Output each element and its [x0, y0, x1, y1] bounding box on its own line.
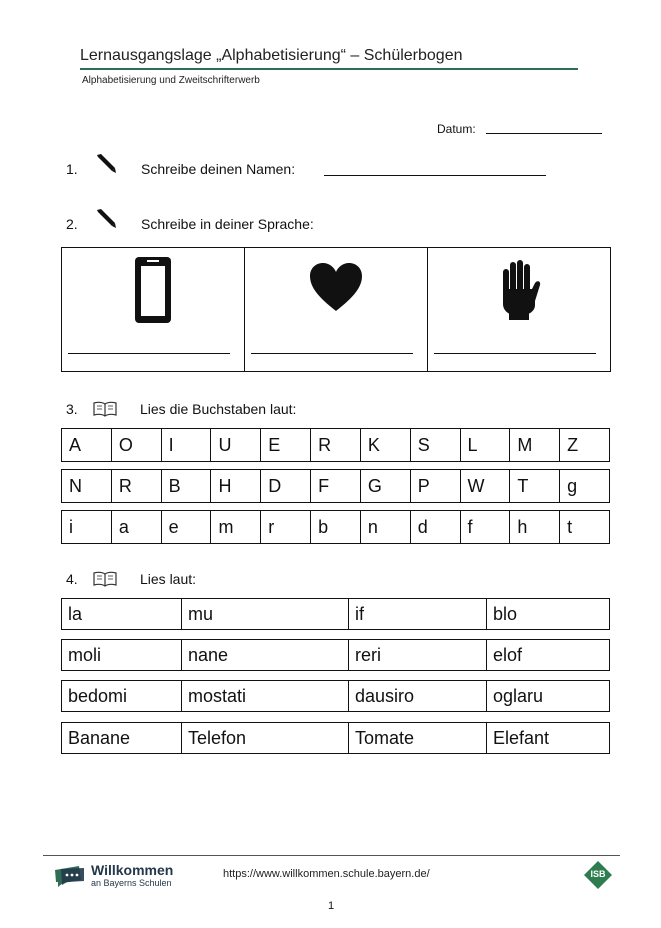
page-title: Lernausgangslage „Alphabetisierung“ – Schülerbogen — [80, 47, 463, 64]
letter-cell: T — [510, 470, 560, 502]
letter-cell: r — [261, 511, 311, 543]
word-row-4 — [61, 722, 610, 754]
name-field[interactable] — [324, 175, 546, 176]
letter-cell: f — [461, 511, 511, 543]
letter-row-2 — [61, 469, 610, 503]
letter-cell: U — [211, 429, 261, 461]
letter-cell: O — [112, 429, 162, 461]
answer-line-phone[interactable] — [68, 353, 230, 354]
task-4-number: 4. — [66, 571, 78, 587]
letter-cell: M — [510, 429, 560, 461]
letter-cell: D — [261, 470, 311, 502]
word-cell: Tomate — [349, 723, 487, 753]
footer-divider — [43, 855, 620, 856]
letter-cell: t — [567, 517, 573, 537]
word-cell: oglaru — [493, 686, 544, 706]
word-row-1 — [61, 598, 610, 630]
picture-cell-heart — [245, 248, 428, 371]
isb-logo — [583, 860, 613, 895]
letter-cell: R — [311, 429, 361, 461]
heart-icon — [308, 261, 364, 313]
task-1-prompt: Schreibe deinen Namen: — [141, 161, 296, 177]
isb-label: ISB — [590, 869, 606, 879]
logo-title: Willkommen — [91, 862, 174, 878]
word-cell: if — [349, 599, 487, 629]
word-cell: elof — [493, 645, 523, 665]
letter-cell: R — [112, 470, 162, 502]
task-1-number: 1. — [66, 161, 78, 177]
word-cell: Elefant — [493, 728, 550, 748]
letter-cell: e — [162, 511, 212, 543]
letter-cell: N — [62, 470, 112, 502]
letter-cell: S — [411, 429, 461, 461]
page-number: 1 — [328, 900, 335, 912]
letter-cell: a — [112, 511, 162, 543]
word-cell: nane — [182, 640, 349, 670]
letter-row-1 — [61, 428, 610, 462]
word-row-2 — [61, 639, 610, 671]
phone-icon — [134, 256, 172, 324]
footer-url[interactable]: https://www.willkommen.schule.bayern.de/ — [223, 868, 430, 880]
answer-line-hand[interactable] — [434, 353, 596, 354]
letter-cell: F — [311, 470, 361, 502]
word-cell: blo — [493, 604, 518, 624]
title-divider — [80, 68, 578, 70]
word-cell: bedomi — [62, 681, 182, 711]
letter-cell: Z — [567, 435, 579, 455]
picture-cell-phone — [62, 248, 245, 371]
letter-cell: L — [461, 429, 511, 461]
speech-bubble-logo-icon — [53, 864, 87, 888]
word-cell: dausiro — [349, 681, 487, 711]
letter-cell: I — [162, 429, 212, 461]
picture-table — [61, 247, 611, 372]
task-2-prompt: Schreibe in deiner Sprache: — [141, 216, 314, 232]
task-4-prompt: Lies laut: — [140, 571, 197, 587]
letter-cell: n — [361, 511, 411, 543]
letter-cell: i — [62, 511, 112, 543]
letter-cell: E — [261, 429, 311, 461]
task-2-number: 2. — [66, 216, 78, 232]
letter-row-3 — [61, 510, 610, 544]
letter-cell: A — [62, 429, 112, 461]
word-cell: Telefon — [182, 723, 349, 753]
picture-cell-hand — [428, 248, 610, 371]
letter-cell: d — [411, 511, 461, 543]
letter-cell: W — [461, 470, 511, 502]
word-cell: Banane — [62, 723, 182, 753]
letter-cell: b — [311, 511, 361, 543]
letter-cell: B — [162, 470, 212, 502]
word-cell: la — [62, 599, 182, 629]
letter-cell: K — [361, 429, 411, 461]
date-label: Datum: — [437, 122, 476, 136]
letter-cell: g — [567, 476, 578, 496]
word-cell: mu — [182, 599, 349, 629]
book-icon — [93, 401, 117, 417]
page-subtitle: Alphabetisierung und Zweitschrifterwerb — [82, 75, 260, 86]
word-cell: reri — [349, 640, 487, 670]
hand-icon — [495, 259, 541, 321]
date-field[interactable] — [486, 133, 602, 134]
answer-line-heart[interactable] — [251, 353, 413, 354]
letter-cell: P — [411, 470, 461, 502]
task-3-prompt: Lies die Buchstaben laut: — [140, 401, 297, 417]
task-3-number: 3. — [66, 401, 78, 417]
book-icon — [93, 571, 117, 587]
letter-cell: h — [510, 511, 560, 543]
word-cell: mostati — [182, 681, 349, 711]
logo-subtitle: an Bayerns Schulen — [91, 878, 172, 888]
letter-cell: G — [361, 470, 411, 502]
word-row-3 — [61, 680, 610, 712]
word-cell: moli — [62, 640, 182, 670]
letter-cell: H — [211, 470, 261, 502]
letter-cell: m — [211, 511, 261, 543]
pencil-icon — [94, 152, 118, 176]
pencil-icon — [94, 207, 118, 231]
